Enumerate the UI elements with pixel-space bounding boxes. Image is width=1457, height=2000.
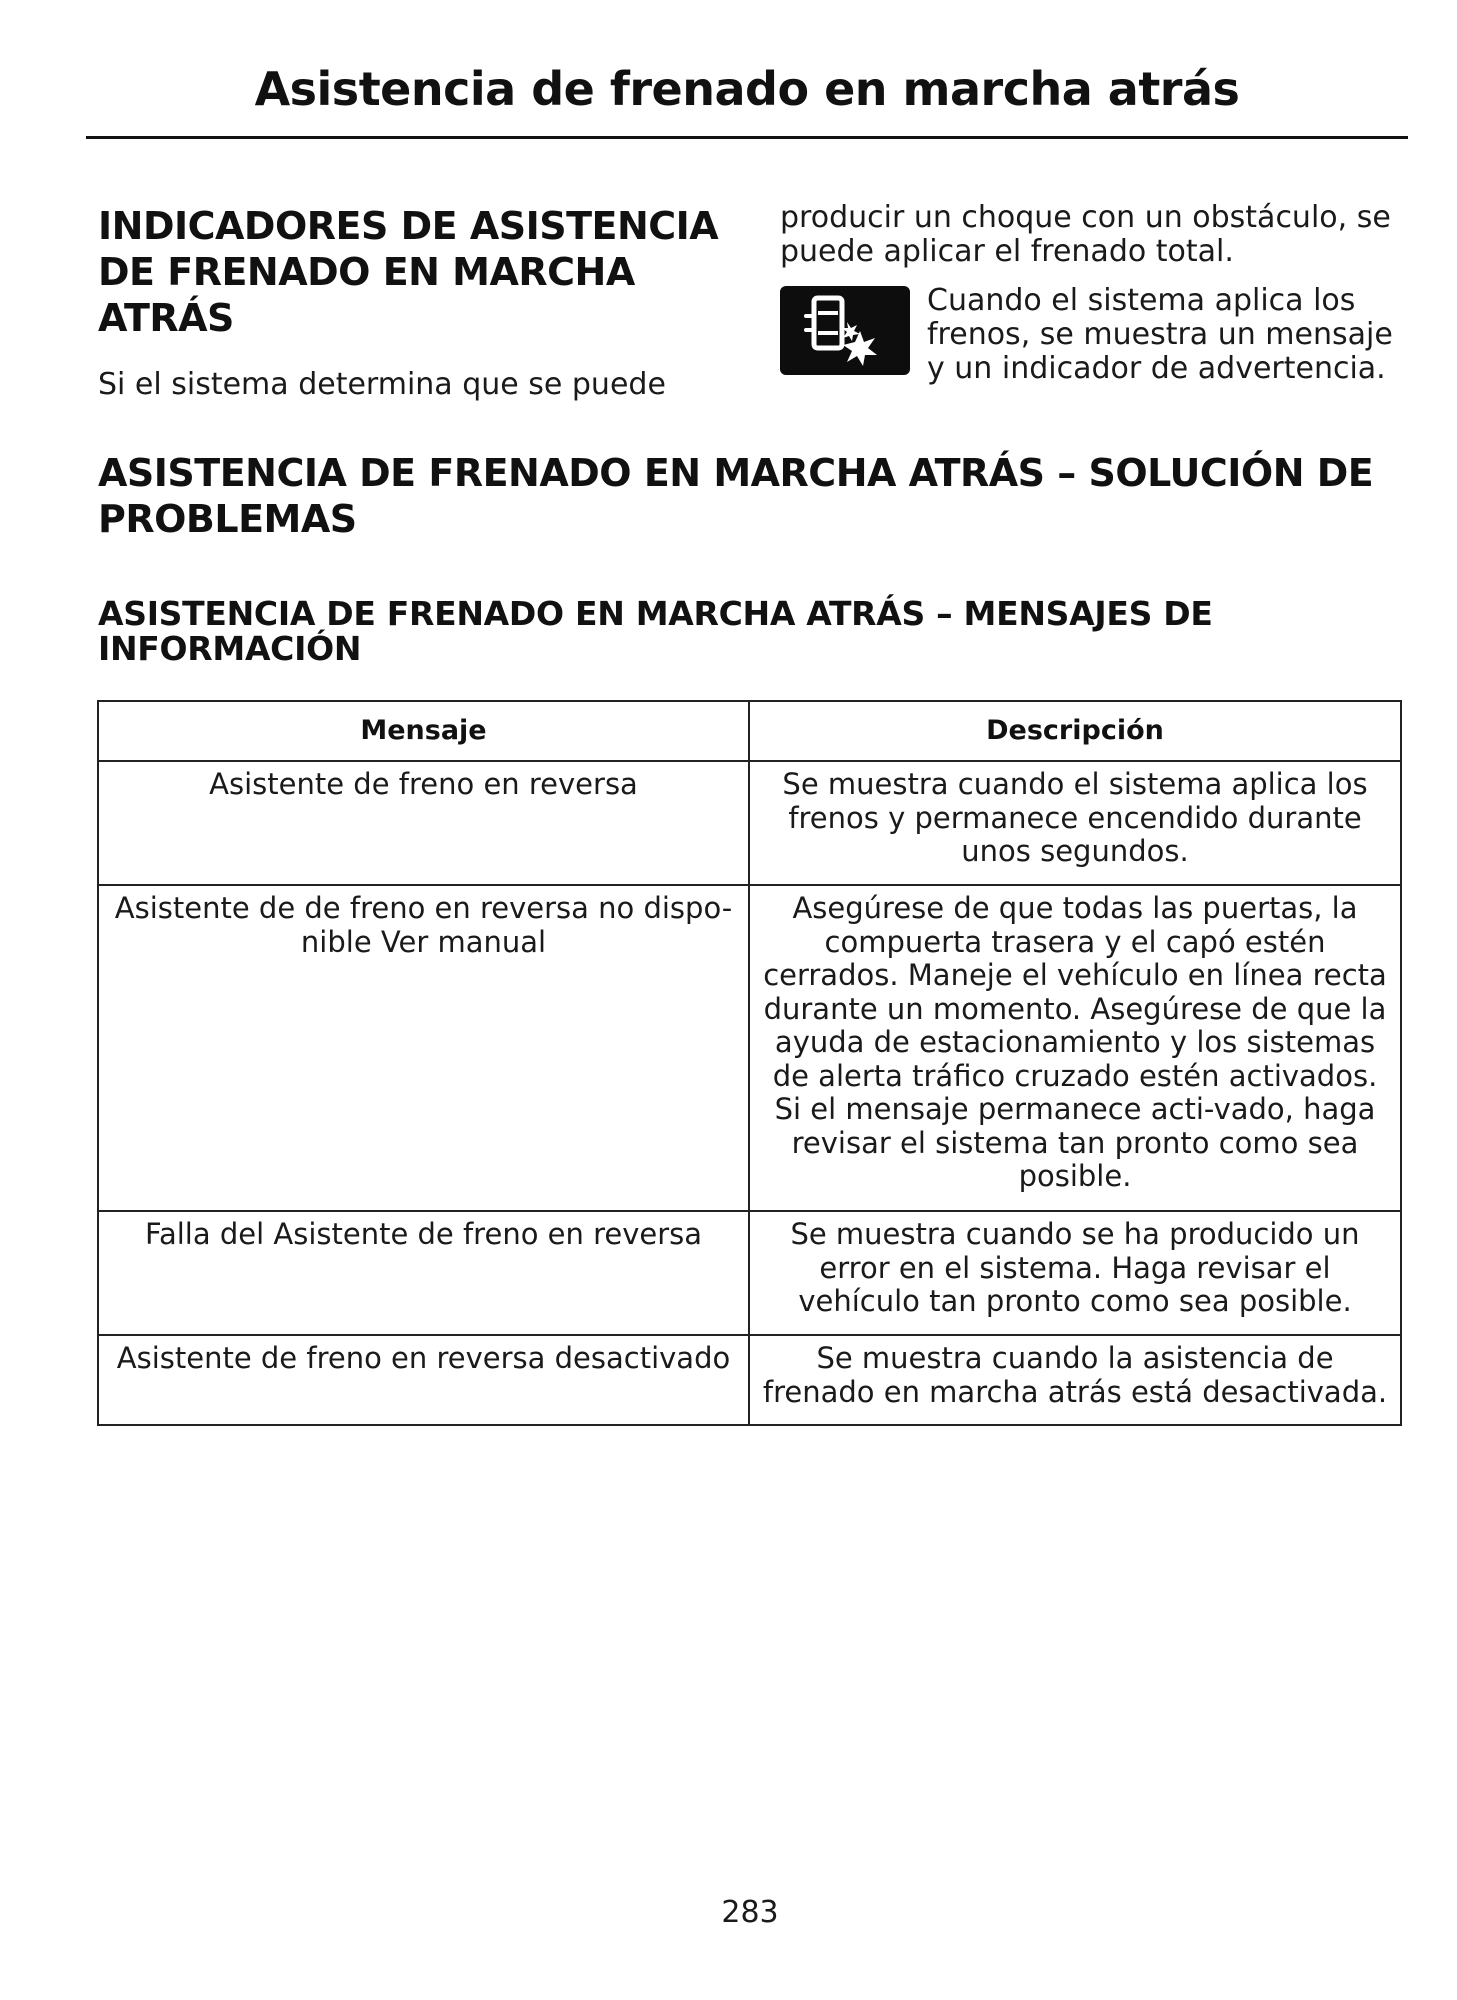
message-cell: Asistente de freno en reversa — [98, 761, 749, 885]
table-row — [98, 1211, 1401, 1335]
column-header-message: Mensaje — [98, 701, 749, 761]
table-row — [98, 1335, 1401, 1425]
page-number: 283 — [721, 1895, 779, 1930]
title-divider — [86, 136, 1408, 139]
info-messages-heading: ASISTENCIA DE FRENADO EN MARCHA ATRÁS – MENSAJES DE INFORMACIÓN — [98, 594, 1213, 668]
troubleshooting-heading: ASISTENCIA DE FRENADO EN MARCHA ATRÁS – SOLUCIÓN DE PROBLEMAS — [98, 451, 1374, 541]
message-cell: Asistente de de freno en reversa no dispo-nible Ver manual — [98, 885, 749, 1211]
description-cell: Se muestra cuando la asistencia de frenado en marcha atrás está desactivada. — [749, 1335, 1401, 1425]
description-cell: Se muestra cuando el sistema aplica los frenos y permanece encendido durante unos segundos. — [749, 761, 1401, 885]
reverse-brake-assist-warning-icon — [780, 286, 910, 375]
info-messages-table — [97, 700, 1402, 1426]
column-header-description: Descripción — [749, 701, 1401, 761]
indicators-heading: INDICADORES DE ASISTENCIA DE FRENADO EN MARCHA ATRÁS — [98, 204, 719, 340]
indicators-intro-right: producir un choque con un obstáculo, se puede aplicar el frenado total. — [780, 200, 1391, 269]
table-row — [98, 761, 1401, 885]
message-cell: Falla del Asistente de freno en reversa — [98, 1211, 749, 1335]
page-title: Asistencia de frenado en marcha atrás — [254, 62, 1240, 116]
table-header-row — [98, 701, 1401, 761]
icon-description: Cuando el sistema aplica los frenos, se muestra un mensaje y un indicador de advertencia. — [927, 283, 1393, 386]
table-row — [98, 885, 1401, 1211]
description-cell: Se muestra cuando se ha producido un error en el sistema. Haga revisar el vehículo tan pronto como sea posible. — [749, 1211, 1401, 1335]
indicators-intro-left: Si el sistema determina que se puede — [98, 367, 666, 402]
message-cell: Asistente de freno en reversa desactivado — [98, 1335, 749, 1425]
description-cell: Asegúrese de que todas las puertas, la compuerta trasera y el capó estén cerrados. Maneje el vehículo en línea recta durante un momento. Asegúrese de que la ayuda de estacionamiento y los sistemas de alerta tráfico cruzado estén activados. Si el mensaje permanece acti-vado, haga revisar el sistema tan pronto como sea posible. — [749, 885, 1401, 1211]
